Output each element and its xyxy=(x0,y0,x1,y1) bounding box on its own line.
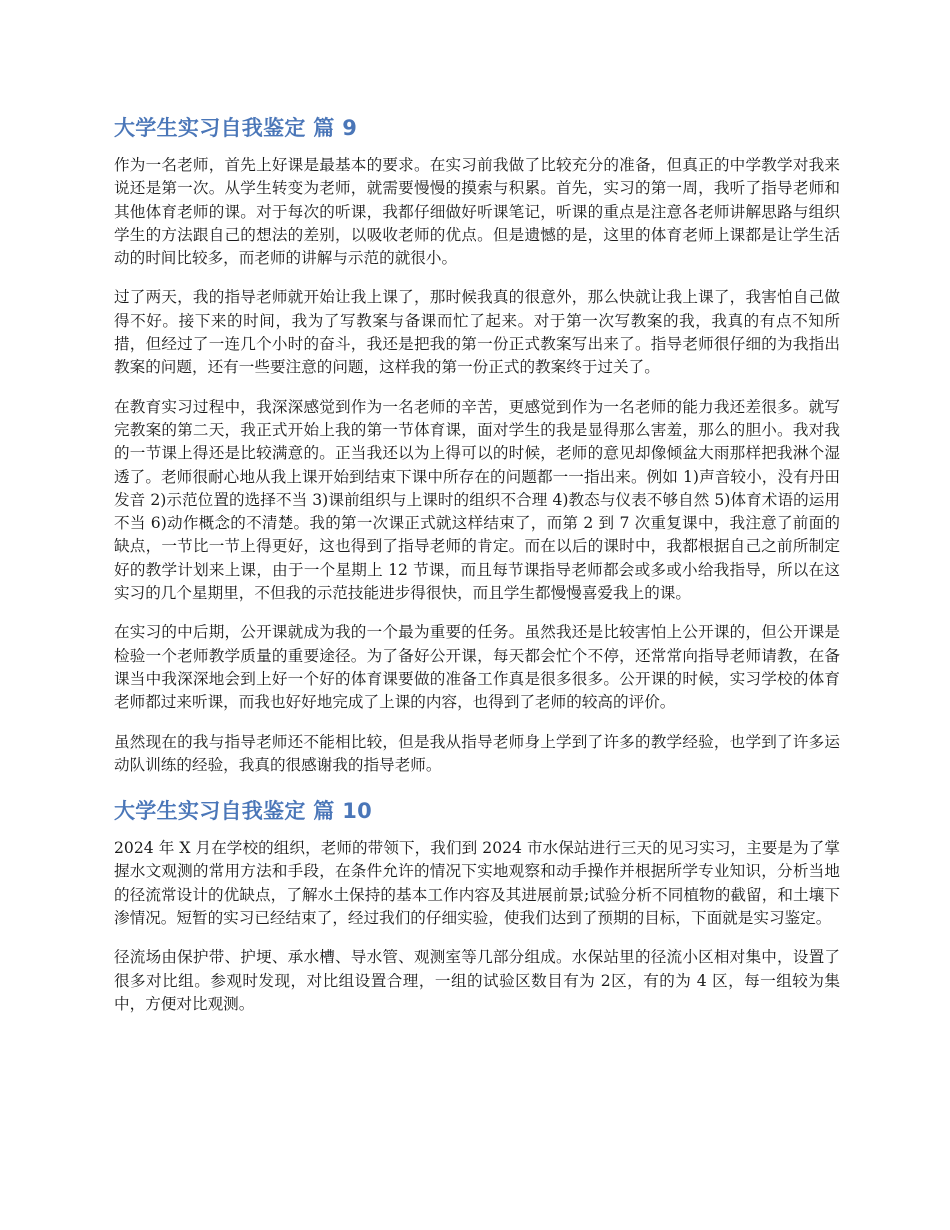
document-content xyxy=(114,110,840,1032)
body-paragraph: 径流场由保护带、护埂、承水槽、导水管、观测室等几部分组成。水保站里的径流小区相对集中，设置了很多对比组。参观时发现，对比组设置合理，一组的试验区数目有为 2区，有的为 4 区，每一组较为集中，方便对比观测。 xyxy=(114,948,840,1013)
section-article-9 xyxy=(114,110,840,777)
section-heading: 大学生实习自我鉴定 篇 9 xyxy=(114,116,358,140)
body-paragraph: 2024 年 X 月在学校的组织，老师的带领下，我们到 2024 市水保站进行三天的见习实习，主要是为了掌握水文观测的常用方法和手段，在条件允许的情况下实地观察和动手操作并根据所学专业知识，分析当地的径流常设计的优缺点，了解水土保持的基本工作内容及其进展前景;试验分析不同植物的截留，和土壤下渗情况。短暂的实习已经结束了，经过我们的仔细实验，使我们达到了预期的目标，下面就是实习鉴定。 xyxy=(114,839,840,928)
section-heading: 大学生实习自我鉴定 篇 10 xyxy=(114,799,373,824)
body-paragraph: 虽然现在的我与指导老师还不能相比较，但是我从指导老师身上学到了许多的教学经验，也学到了许多运动队训练的经验，我真的很感谢我的指导老师。 xyxy=(114,732,840,774)
body-paragraph: 在实习的中后期，公开课就成为我的一个最为重要的任务。虽然我还是比较害怕上公开课的，但公开课是检验一个老师教学质量的重要途径。为了备好公开课，每天都会忙个不停，还常常向指导老师请教，在备课当中我深深地会到上好一个好的体育课要做的准备工作真是很多很多。公开课的时候，实习学校的体育老师都过来听课，而我也好好地完成了上课的内容，也得到了老师的较高的评价。 xyxy=(114,623,840,712)
body-paragraph: 作为一名老师，首先上好课是最基本的要求。在实习前我做了比较充分的准备，但真正的中学教学对我来说还是第一次。从学生转变为老师，就需要慢慢的摸索与积累。首先，实习的第一周，我听了指导老师和其他体育老师的课。对于每次的听课，我都仔细做好听课笔记，听课的重点是注意各老师讲解思路与组织学生的方法跟自己的想法的差别，以吸收老师的优点。但是遗憾的是，这里的体育老师上课都是让学生活动的时间比较多，而老师的讲解与示范的就很小。 xyxy=(114,156,840,268)
body-paragraph: 在教育实习过程中，我深深感觉到作为一名老师的辛苦，更感觉到作为一名老师的能力我还差很多。就写完教案的第二天，我正式开始上我的第一节体育课，面对学生的我是显得那么害羞，那么的胆小。我对我的一节课上得还是比较满意的。正当我还以为上得可以的时候，老师的意见却像倾盆大雨那样把我淋个湿透了。老师很耐心地从我上课开始到结束下课中所存在的问题都一一指出来。例如 1)声音较小，没有丹田发音 2)示范位置的选择不当 3)课前组织与上课时的组织不合理 4)教态与仪表不够自然 5)体育术语的运用不当 6)动作概念的不清楚。我的第一次课正式就这样结束了，而第 2 到 7 次重复课中，我注意了前面的缺点，一节比一节上得更好，这也得到了指导老师的肯定。而在以后的课时中，我都根据自己之前所制定好的教学计划来上课，由于一个星期上 12 节课，而且每节课指导老师都会或多或小给我指导，所以在这实习的几个星期里，不但我的示范技能进步得很快，而且学生都慢慢喜爱我上的课。 xyxy=(114,397,840,603)
section-article-10 xyxy=(114,793,840,1016)
body-paragraph: 过了两天，我的指导老师就开始让我上课了，那时候我真的很意外，那么快就让我上课了，我害怕自己做得不好。接下来的时间，我为了写教案与备课而忙了起来。对于第一次写教案的我，我真的有点不知所措，但经过了一连几个小时的奋斗，我还是把我的第一份正式教案写出来了。指导老师很仔细的为我指出教案的问题，还有一些要注意的问题，这样我的第一份正式的教案终于过关了。 xyxy=(114,288,840,377)
